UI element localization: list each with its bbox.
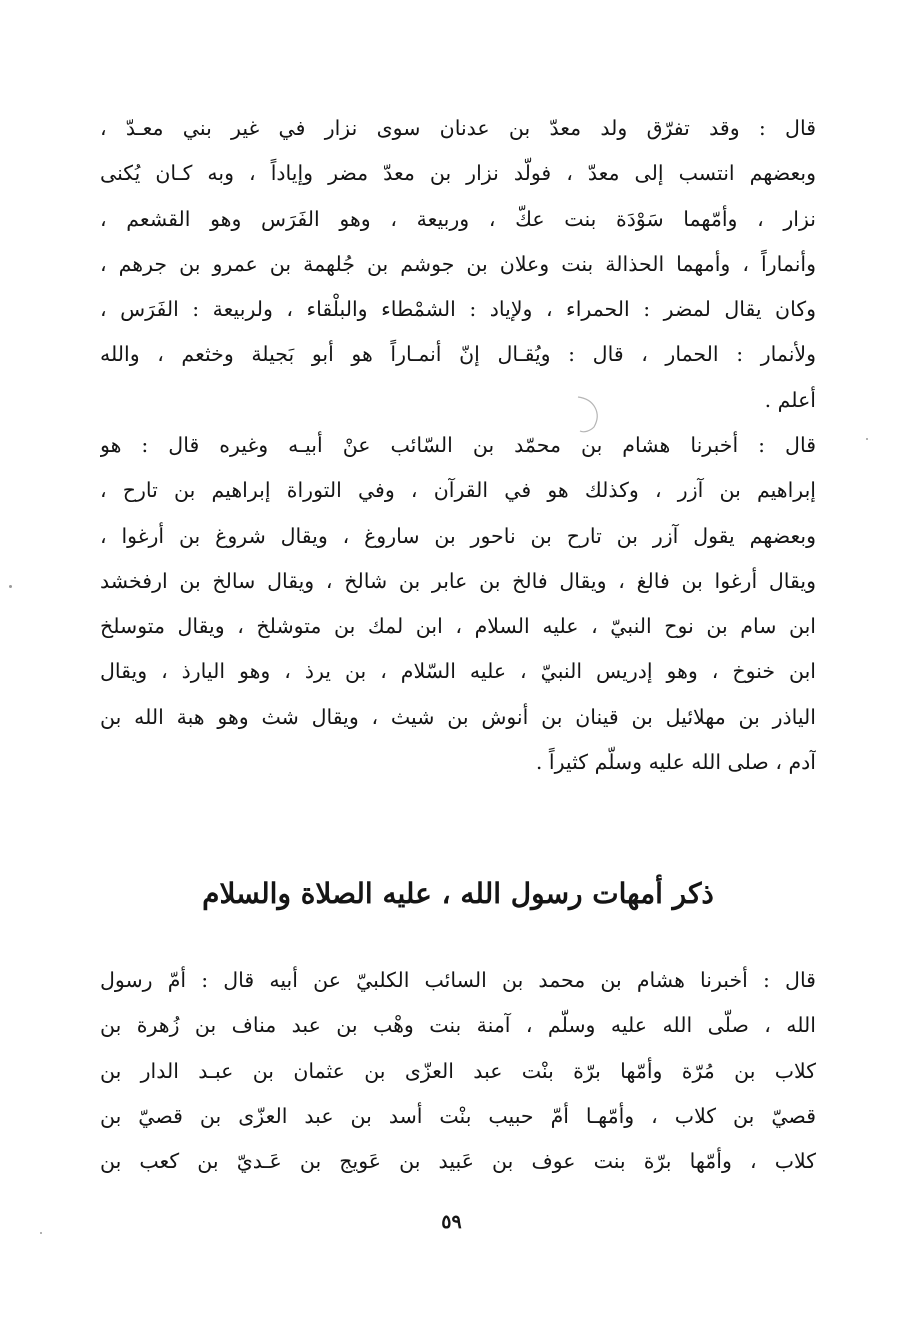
text-line: ابن خنوخ ، وهو إدريس النبيّ ، عليه السّلام ، بن يرذ ، وهو اليارذ ، ويقال (100, 659, 816, 684)
scan-speck (9, 585, 12, 588)
text-line: ويقال أرغوا بن فالغ ، ويقال فالخ بن عابر بن شالخ ، ويقال سالخ بن ارفخشد (100, 568, 816, 593)
text-line: الياذر بن مهلائيل بن قينان بن أنوش بن شيث ، ويقال شث وهو هبة الله بن (100, 704, 816, 729)
text-line: الله ، صلّى الله عليه وسلّم ، آمنة بنت وهْب بن عبد مناف بن زُهرة بن (100, 1013, 816, 1038)
text-line: وبعضهم يقول آزر بن تارح بن ناحور بن ساروغ ، ويقال شروغ بن أرغوا ، (100, 523, 816, 548)
text-line: كلاب ، وأمّها برّة بنت عوف بن عَبيد بن عَويج بن عَـديّ بن كعب بن (100, 1149, 816, 1174)
text-line: أعلم . (764, 387, 816, 412)
text-line: قصيّ بن كلاب ، وأمّهـا أمّ حبيب بنْت أسد بن عبد العزّى بن قصيّ بن (100, 1103, 816, 1128)
section-heading: ذكر أمهات رسول الله ، عليه الصلاة والسلام (202, 877, 714, 910)
text-line: ابن سام بن نوح النبيّ ، عليه السلام ، ابن لمك بن متوشلخ ، ويقال متوسلخ (100, 614, 816, 639)
paragraph-tribes-of-maadd (100, 106, 816, 423)
text-line: كلاب بن مُرّة وأمّها برّة بنْت عبد العزّى بن عثمان بن عبـد الدار بن (100, 1058, 816, 1083)
page-number: ٥٩ (441, 1211, 462, 1233)
text-line: إبراهيم بن آزر ، وكذلك هو في القرآن ، وفي التوراة إبراهيم بن تارح ، (100, 478, 816, 503)
text-line: قال : أخبرنا هشام بن محمد بن السائب الكلبيّ عن أبيه قال : أمّ رسول (100, 968, 816, 992)
paragraph-lineage-of-ibrahim (100, 423, 816, 785)
text-line: وكان يقال لمضر : الحمراء ، ولإياد : الشمْطاء والبلْقاء ، ولربيعة : الفَرَس ، (100, 297, 816, 322)
text-line: آدم ، صلى الله عليه وسلّم كثيراً . (535, 750, 816, 775)
text-line: وبعضهم انتسب إلى معدّ ، فولّد نزار بن معدّ مضر وإياداً ، وبه كـان يُكنى (100, 161, 816, 186)
scan-speck (866, 438, 868, 440)
text-line: نزار ، وأمّهما سَوْدَة بنت عكّ ، وربيعة ، وهو الفَرَس وهو القشعم ، (100, 206, 816, 231)
text-line: قال : أخبرنا هشام بن محمّد بن السّائب عنْ أبيـه وغيره قال : هو (100, 433, 816, 457)
text-line: ولأنمار : الحمار ، قال : ويُقـال إنّ أنمـاراً هو أبو بَجيلة وخثعم ، والله (100, 342, 816, 367)
scan-mark (572, 393, 604, 435)
text-line: وأنماراً ، وأمهما الحذالة بنت وعلان بن جوشم بن جُلهمة بن عمرو بن جرهم ، (100, 251, 816, 276)
scan-speck (40, 1232, 42, 1234)
text-line: قال : وقد تفرّق ولد معدّ بن عدنان سوى نزار في غير بني معـدّ ، (100, 116, 816, 140)
paragraph-mothers-of-prophet (100, 958, 816, 1184)
